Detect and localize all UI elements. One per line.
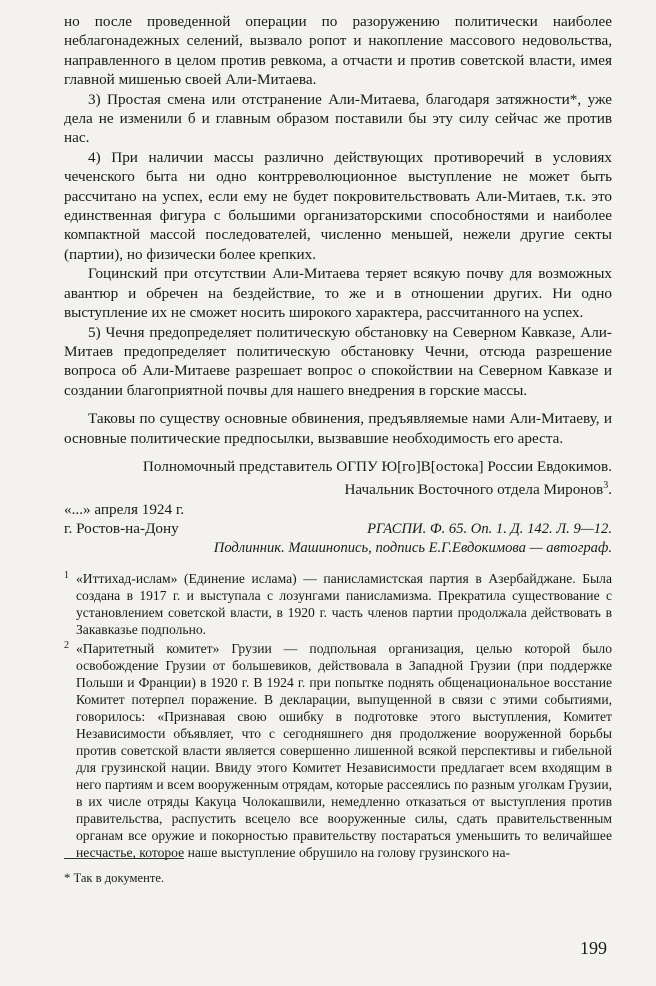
paragraph-6: Таковы по существу основные обвинения, предъявляемые нами Али-Митаеву, и основные политические предпосылки, вызвавшие необходимость его ареста.: [64, 410, 612, 447]
paragraph-2: 3) Простая смена или отстранение Али-Митаева, благодаря затяжности*, уже дела не изменили б и главным образом поставили бы эту силу сейчас же против нас.: [64, 90, 612, 147]
paragraph-4: Гоцинский при отсутствии Али-Митаева теряет всякую почву для возможных авантюр и обречен на бездействие, то же и в отношении других. Ни одно выступление их не сможет носить широкого характера, рассчитанного на успех.: [64, 265, 612, 322]
archive-line-2: Подлинник. Машинопись, подпись Е.Г.Евдокимова — автограф.: [213, 540, 612, 556]
signature-2-text: Начальник Восточного отдела Миронов: [344, 481, 604, 499]
footnote-2: [64, 640, 612, 861]
main-text: [64, 12, 612, 539]
footnote-divider: [64, 858, 184, 859]
footnote-text: «Иттихад-ислам» (Единение ислама) — панисламистская партия в Азербайджане. Была создана в 1917 г. и выступала с лозунгами панисламизма. Прекратила существование с установлением советской власти, в 1920 г. часть членов партии продолжала действовать в Закавказье подпольно.: [76, 571, 612, 637]
footnote-1: [64, 570, 612, 638]
archive-reference: [64, 520, 612, 558]
document-date: «...» апреля 1924 г.: [64, 500, 185, 518]
archive-line-1: РГАСПИ. Ф. 65. Оп. 1. Д. 142. Л. 9—12.: [367, 521, 612, 537]
paragraph-3: 4) При наличии массы различно действующих противоречий в условиях чеченского быта ни одно контрреволюционное выступление не может быть рассчитано на успех, если ему не будет покровительствовать Али-Митаев, т.к. это единственная фигура с большими организаторскими способностями и наиболее компактной массой последователей, численно меньшей, нежели другие секты (партии), но физически более крепких.: [64, 148, 612, 263]
page-number: 199: [580, 938, 607, 958]
signature-2: [64, 476, 612, 499]
document-place: г. Ростов-на-Дону: [64, 520, 179, 538]
footnote-number: 2: [64, 640, 69, 651]
signature-2-end: .: [608, 481, 612, 499]
signature-1: Полномочный представитель ОГПУ Ю[го]В[остока] России Евдокимов.: [142, 457, 612, 475]
footnote-number: 1: [64, 570, 69, 581]
paragraph-1: но после проведенной операции по разоружению политически наиболее неблагонадежных селений, вызвало ропот и накопление массового недовольства, направленного в целом против ревкома, а отчасти и против советской власти, имея главной мишенью своей Али-Митаева.: [64, 13, 612, 89]
footnote-text: «Паритетный комитет» Грузии — подпольная организация, целью которой было освобождение Грузии от большевиков, действовала в Западной Грузии (при поддержке Польши и Франции) в 1920 г. В 1924 г. при попытке поднять общенациональное восстание Комитет потерпел поражение. В декларации, выпущенной в связи с этими событиями, говорилось: «Признавая свою ошибку в подготовке этого выступления, Комитет Независимости объявляет, что с сегодняшнего дня продолжение вооруженной борьбы против советской власти является совершенно лишенной всякой перспективы и гибельной для грузинской нации. Ввиду этого Комитет Независимости предлагает всем входящим в него партиям и всем вооруженным отрядам, которые рассеялись по разным уголкам Грузии, в их числе отряды Какуца Чолокашвили, немедленно отказаться от выступления против правительства, распустить всецело все вооруженные силы, сдать правительственным органам все оружие и покорностью правительству постараться уменьшить то величайшее несчастье, которое наше выступление обрушило на голову грузинского на-: [76, 641, 612, 860]
asterisk-note: * Так в документе.: [64, 871, 165, 885]
footnotes: [64, 570, 612, 863]
paragraph-5: 5) Чечня предопределяет политическую обстановку на Северном Кавказе, Али-Митаев предопределяет политическую обстановку Чечни, отсюда разрешение вопроса об Али-Митаеве разрешает вопрос о спокойствии на Северном Кавказе и создании благоприятной почвы для нашего внедрения в горские массы.: [64, 323, 612, 399]
footnote-ref-3: 3: [603, 480, 609, 492]
